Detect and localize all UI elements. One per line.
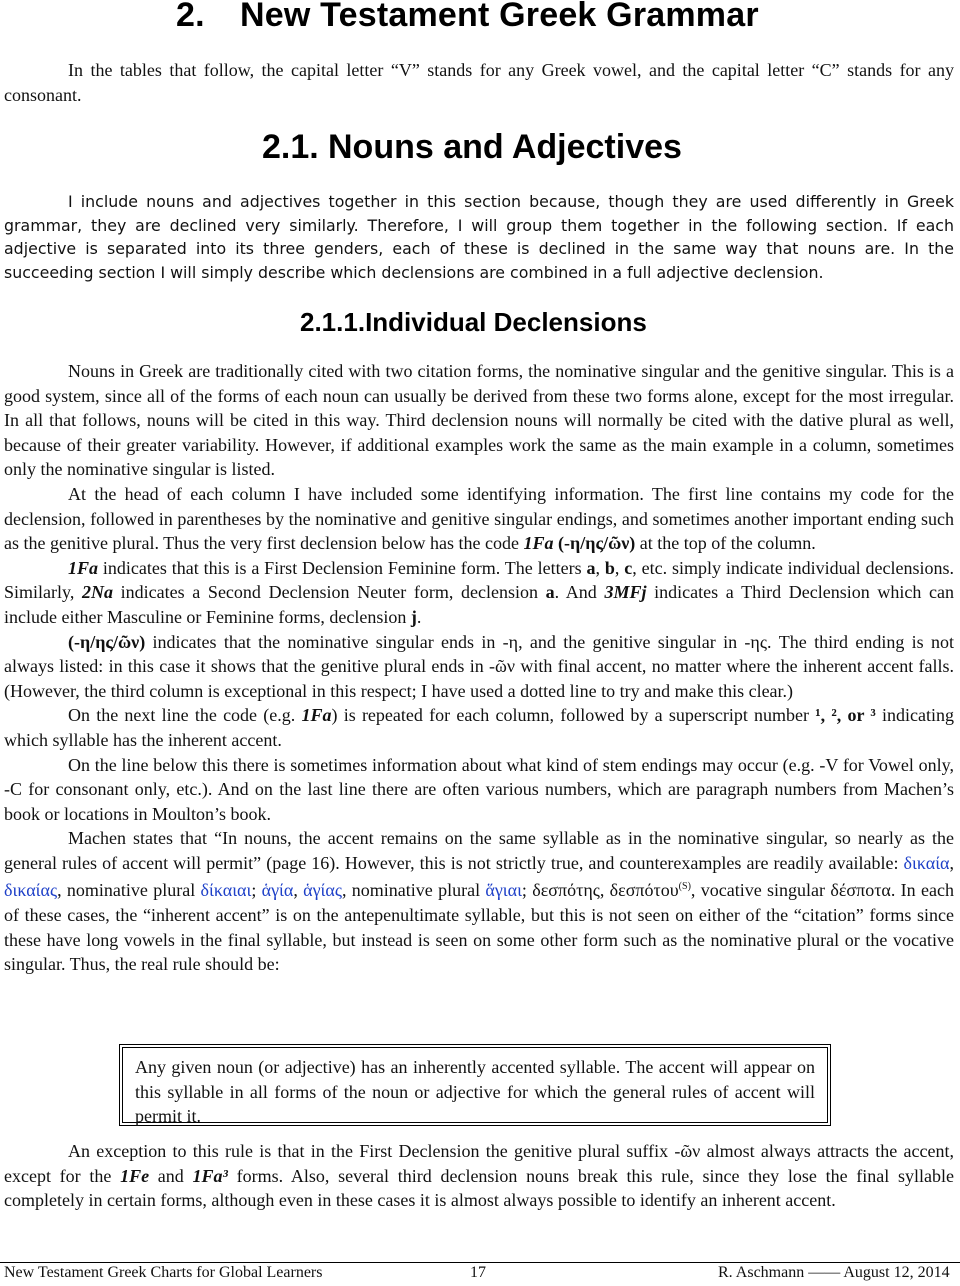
text-run: . (416, 606, 422, 627)
text-run: forms. Also, several third declension nouns break this rule, since they lose the final syllable completely in certain forms, although even in these cases it is almost always possible to identify an inherent accent. (4, 1165, 954, 1211)
footer-author: R. Aschmann (718, 1264, 805, 1281)
declension-code: 1Fa (301, 705, 332, 726)
paragraph-citation-forms: Nouns in Greek are traditionally cited with two citation forms, the nominative singular and the genitive singular. This is a good system, since all of the forms of each noun can usually be derived from these two forms alone, except for the most irregular. In all that follows, nouns will be cited in this way. Third declension nouns will normally be cited with the dative plural as well, because of their greater variability. However, if additional examples work the same as the main example in a column, sometimes only the nominative singular is listed. (4, 361, 954, 480)
text-run: Machen states that “In nouns, the accent remains on the same syllable as in the nominative singular, so nearly as the general rules of accent will permit” (page 16). However, this is not strictly true, and counterexamples are readily available: (4, 828, 954, 873)
body-text (4, 359, 954, 977)
text-run: indicating which syllable has the inherent accent. (4, 705, 955, 750)
greek-word: ἁγία (261, 880, 294, 901)
footer-author-date (718, 1264, 950, 1282)
subsection-heading (300, 307, 647, 338)
paragraph-next-line (4, 703, 954, 752)
footer-dash: —— (808, 1264, 841, 1281)
greek-word: δεσπότης, δεσπότου (532, 880, 679, 901)
text-run: indicates that the nominative singular ends in -η, and the genitive singular in -ης. The third ending is not always listed: in this case it shows that the genitive plural ends in -ῶν with final accent, no matter where the inherent accent falls. (However, the third column is exceptional in this respect; I have used a dotted line to try and make this clear.) (4, 631, 955, 701)
text-run: ) is repeated for each column, followed by a superscript number (331, 705, 816, 726)
footer-divider (0, 1262, 960, 1263)
greek-word: δικαία (903, 852, 950, 873)
text-run: and (149, 1165, 193, 1186)
chapter-title: New Testament Greek Grammar (240, 0, 759, 34)
declension-code: 1Fa³ (192, 1165, 228, 1186)
chapter-number: 2. (176, 0, 205, 34)
text-run: indicates a Second Declension Neuter form, declension (113, 582, 546, 603)
text-run: at the top of the column. (635, 533, 816, 554)
footer-page-number: 17 (470, 1264, 486, 1281)
text-run: , nominative plural (57, 880, 201, 901)
chapter-heading (176, 0, 759, 35)
text-run: , etc. simply indicate individual declensions. Similarly, (4, 557, 955, 603)
declension-code: 1Fa (68, 557, 99, 578)
paragraph-stem-endings: On the line below this there is sometimes information about what kind of stem endings may occur (e.g. -V for Vowel only, -C for consonant only, etc.). And on the last line there are often various numbers, which are paragraph numbers from Machen’s book or locations in Moulton’s book. (4, 754, 954, 824)
declension-letter: j (410, 606, 417, 627)
greek-word: ἁγίας (303, 880, 342, 901)
greek-word: δικαίας (4, 880, 58, 901)
section-heading (262, 128, 682, 167)
source-superscript: (S) (678, 881, 691, 893)
text-run: . In each of these cases, the “inherent accent” is on the antepenultimate syllable, but this is not seen on either of the “citation” forms since these have long vowels in the final syllable, but instead is seen on some other form such as the nominative plural or the vocative singular. Thus, the real rule should be: (4, 880, 954, 975)
greek-word: δέσποτα (830, 880, 891, 901)
section-paragraph: I include nouns and adjectives together in this section because, though they are used differently in Greek grammar, they are declined very similarly. Therefore, I will group them together in the following section. If each adjective is separated into its three genders, each of these is declined in the same way that nouns are. In the succeeding section I will simply describe which declensions are combined in a full adjective declension. (4, 192, 954, 282)
text-run: , nominative plural (341, 880, 486, 901)
subsection-title: Individual Declensions (365, 307, 647, 337)
text-run: indicates that this is a First Declension Feminine form. The letters (98, 557, 587, 578)
paragraph-exception (4, 1139, 954, 1213)
text-run: , vocative singular (690, 880, 831, 901)
ending-pattern: (-η/ης/ῶν) (558, 533, 636, 554)
text-run: , (949, 852, 954, 873)
declension-letter: a (545, 582, 555, 603)
declension-code: 1Fe (120, 1165, 150, 1186)
paragraph-column-header (4, 482, 954, 556)
text-run: ; (521, 880, 533, 901)
text-run: ; (251, 880, 262, 901)
greek-word: δίκαιαι (200, 880, 252, 901)
paragraph-endings (4, 630, 954, 704)
text-run: , (293, 880, 304, 901)
text-run: An exception to this rule is that in the First Declension the genitive plural suffix -ῶν almost always attracts the accent, except for the (4, 1141, 954, 1186)
rule-box (119, 1044, 831, 1126)
text-run: At the head of each column I have included some identifying information. The first line contains my code for the declension, followed in parentheses by the nominative and genitive singular endings, and sometimes another important ending such as the genitive plural. Thus the very first declension below has the code (4, 483, 954, 554)
paragraph-machen (4, 826, 954, 977)
superscript-numbers: ¹, ², or ³ (815, 705, 876, 726)
declension-letter: a (586, 557, 596, 578)
greek-word: ἅγιαι (485, 880, 522, 901)
text-run: indicates a Third Declension which can include either Masculine or Feminine forms, declension (4, 582, 954, 627)
paragraph-code-meaning: 1Fa indicates that this is a First Declension Feminine form. The letters a, b, c, etc. simply indicate individual declensions. Similarly, 2Na indicates a Second Declension Neuter form, declension a. And 3MFj indicates a Third Declension which can include either Masculine or Feminine forms, declension j. (4, 557, 955, 627)
declension-code: 2Na (82, 582, 113, 603)
rule-text: Any given noun (or adjective) has an inherently accented syllable. The accent will appear on this syllable in all forms of the noun or adjective for which the general rules of accent will permit it. (135, 1057, 815, 1126)
declension-letter: b (604, 557, 615, 578)
declension-code: 1Fa (523, 533, 554, 554)
intro-paragraph: In the tables that follow, the capital letter “V” stands for any Greek vowel, and the capital letter “C” stands for any consonant. (4, 60, 954, 105)
footer-date: August 12, 2014 (843, 1264, 950, 1281)
text-run: On the next line the code (e.g. (68, 705, 302, 726)
section-number: 2.1. (262, 128, 319, 166)
text-run: . And (554, 582, 605, 603)
subsection-number: 2.1.1. (300, 307, 366, 337)
declension-letter: c (624, 557, 633, 578)
ending-pattern: (-η/ης/ῶν) (68, 631, 146, 652)
declension-code: 3MFj (604, 582, 647, 603)
footer-title: New Testament Greek Charts for Global Learners (4, 1264, 323, 1281)
section-title: Nouns and Adjectives (328, 128, 682, 166)
